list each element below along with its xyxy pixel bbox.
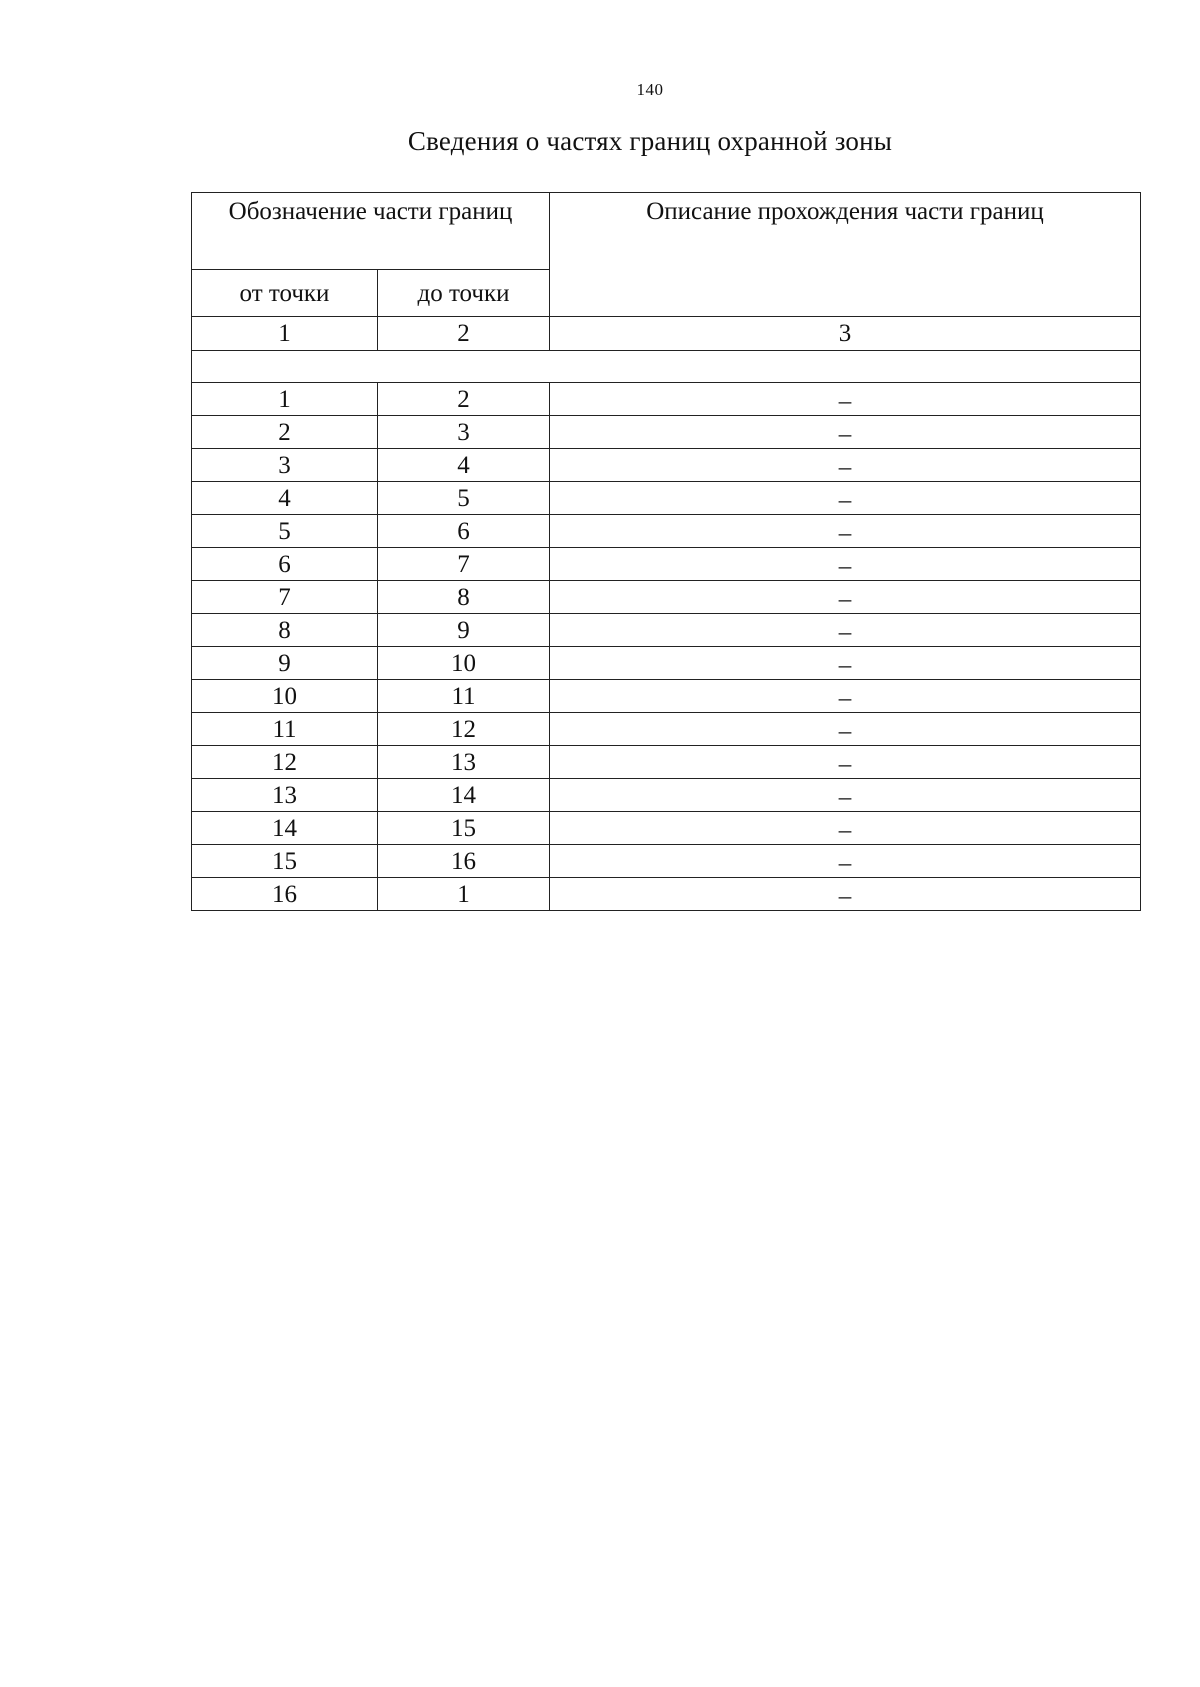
table-header-row	[192, 193, 1141, 270]
separator-row	[192, 351, 1141, 383]
header-from-point: от точки	[192, 270, 378, 317]
from-point-cell: 14	[192, 812, 378, 845]
to-point-cell: 3	[378, 416, 550, 449]
description-dash: –	[838, 750, 852, 778]
from-point-cell: 3	[192, 449, 378, 482]
from-point-cell: 11	[192, 713, 378, 746]
description-cell	[550, 713, 1141, 746]
description-dash: –	[838, 849, 852, 877]
table-row	[192, 482, 1141, 515]
description-cell	[550, 878, 1141, 911]
to-point-cell: 10	[378, 647, 550, 680]
table-row	[192, 878, 1141, 911]
description-dash: –	[838, 618, 852, 646]
separator-cell	[192, 351, 1141, 383]
table-row	[192, 746, 1141, 779]
description-cell	[550, 680, 1141, 713]
description-cell	[550, 581, 1141, 614]
description-dash: –	[838, 387, 852, 415]
to-point-cell: 2	[378, 383, 550, 416]
table-row	[192, 845, 1141, 878]
description-cell	[550, 449, 1141, 482]
description-dash: –	[838, 717, 852, 745]
description-cell	[550, 515, 1141, 548]
to-point-cell: 13	[378, 746, 550, 779]
column-number-row	[192, 317, 1141, 351]
from-point-cell: 13	[192, 779, 378, 812]
description-cell	[550, 383, 1141, 416]
table-row	[192, 614, 1141, 647]
from-point-cell: 16	[192, 878, 378, 911]
description-dash: –	[838, 519, 852, 547]
description-dash: –	[838, 882, 852, 910]
description-dash: –	[838, 585, 852, 613]
to-point-cell: 9	[378, 614, 550, 647]
column-number-1: 1	[192, 317, 378, 351]
description-cell	[550, 845, 1141, 878]
table-row	[192, 812, 1141, 845]
table-row	[192, 515, 1141, 548]
header-boundary-description: Описание прохождения части границ	[550, 193, 1141, 317]
to-point-cell: 1	[378, 878, 550, 911]
table-row	[192, 383, 1141, 416]
to-point-cell: 15	[378, 812, 550, 845]
to-point-cell: 8	[378, 581, 550, 614]
to-point-cell: 5	[378, 482, 550, 515]
to-point-cell: 12	[378, 713, 550, 746]
from-point-cell: 9	[192, 647, 378, 680]
description-cell	[550, 746, 1141, 779]
description-dash: –	[838, 453, 852, 481]
from-point-cell: 7	[192, 581, 378, 614]
description-dash: –	[838, 651, 852, 679]
from-point-cell: 4	[192, 482, 378, 515]
table-row	[192, 449, 1141, 482]
table-row	[192, 779, 1141, 812]
from-point-cell: 8	[192, 614, 378, 647]
table-row	[192, 713, 1141, 746]
to-point-cell: 7	[378, 548, 550, 581]
description-dash: –	[838, 684, 852, 712]
header-to-point: до точки	[378, 270, 550, 317]
description-cell	[550, 647, 1141, 680]
from-point-cell: 10	[192, 680, 378, 713]
to-point-cell: 6	[378, 515, 550, 548]
description-cell	[550, 416, 1141, 449]
to-point-cell: 14	[378, 779, 550, 812]
from-point-cell: 15	[192, 845, 378, 878]
column-number-3: 3	[550, 317, 1141, 351]
description-cell	[550, 482, 1141, 515]
description-dash: –	[838, 486, 852, 514]
boundary-parts-table	[191, 192, 1141, 911]
to-point-cell: 4	[378, 449, 550, 482]
table-row	[192, 416, 1141, 449]
description-dash: –	[838, 783, 852, 811]
table-row	[192, 548, 1141, 581]
from-point-cell: 5	[192, 515, 378, 548]
table-row	[192, 647, 1141, 680]
to-point-cell: 16	[378, 845, 550, 878]
description-dash: –	[838, 420, 852, 448]
table-row	[192, 581, 1141, 614]
header-boundary-designation: Обозначение части границ	[192, 193, 550, 270]
description-cell	[550, 614, 1141, 647]
from-point-cell: 6	[192, 548, 378, 581]
from-point-cell: 1	[192, 383, 378, 416]
from-point-cell: 12	[192, 746, 378, 779]
column-number-2: 2	[378, 317, 550, 351]
description-dash: –	[838, 552, 852, 580]
table-row	[192, 680, 1141, 713]
description-dash: –	[838, 816, 852, 844]
page-number: 140	[636, 80, 664, 99]
description-cell	[550, 812, 1141, 845]
to-point-cell: 11	[378, 680, 550, 713]
from-point-cell: 2	[192, 416, 378, 449]
description-cell	[550, 548, 1141, 581]
description-cell	[550, 779, 1141, 812]
page-title: Сведения о частях границ охранной зоны	[407, 126, 893, 156]
